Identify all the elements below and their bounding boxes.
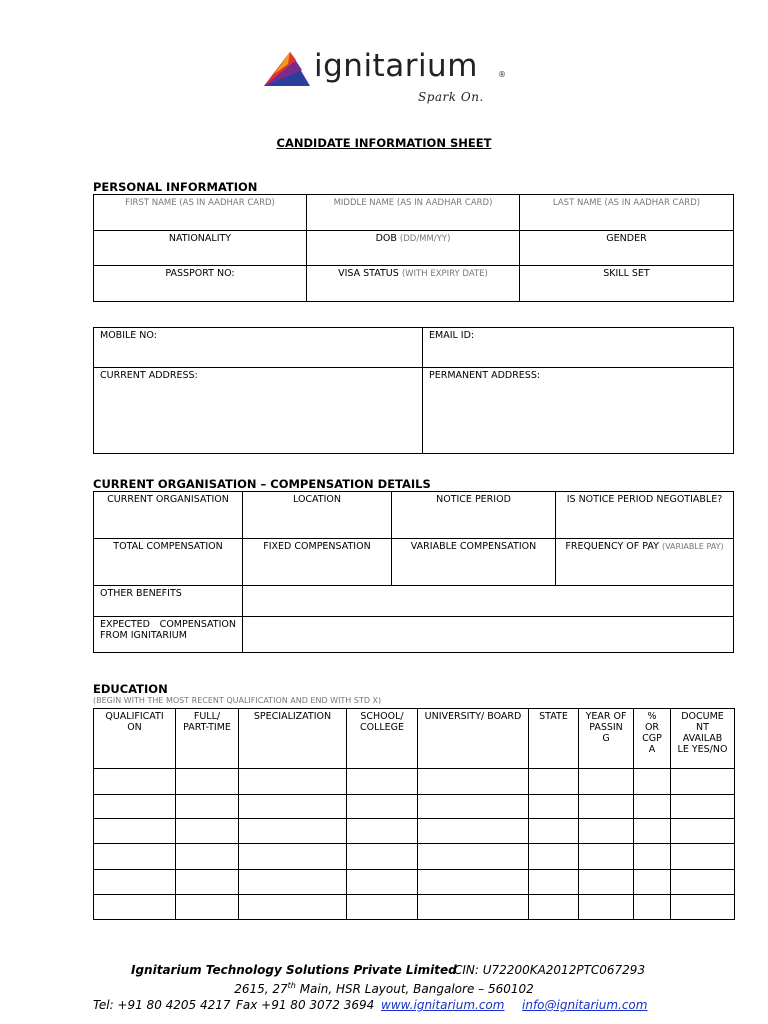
education-cell[interactable] (418, 769, 529, 795)
education-cell[interactable] (347, 895, 418, 920)
education-cell[interactable] (529, 769, 579, 795)
flame-icon (262, 52, 312, 92)
current-address-field[interactable]: CURRENT ADDRESS: (94, 368, 423, 454)
education-cell[interactable] (579, 895, 634, 920)
notice-period-field[interactable]: NOTICE PERIOD (392, 492, 556, 539)
education-cell[interactable] (579, 819, 634, 844)
visa-status-field[interactable]: VISA STATUS (WITH EXPIRY DATE) (307, 266, 520, 302)
education-row (94, 819, 735, 844)
education-cell[interactable] (176, 895, 239, 920)
compensation-table (93, 491, 734, 653)
education-subheading: (BEGIN WITH THE MOST RECENT QUALIFICATION AND END WITH STD X) (93, 696, 382, 705)
education-cell[interactable] (418, 844, 529, 870)
education-cell[interactable] (418, 870, 529, 895)
footer-address: 2615, 27th Main, HSR Layout, Bangalore – 560102 (234, 981, 534, 996)
footer-website-link[interactable]: www.ignitarium.com (381, 998, 505, 1012)
education-cell[interactable] (634, 769, 671, 795)
education-heading: EDUCATION (93, 682, 168, 696)
current-org-field[interactable]: CURRENT ORGANISATION (94, 492, 243, 539)
notice-negotiable-field[interactable]: IS NOTICE PERIOD NEGOTIABLE? (556, 492, 734, 539)
last-name-field[interactable]: LAST NAME (AS IN AADHAR CARD) (520, 195, 734, 231)
education-row (94, 795, 735, 819)
education-cell[interactable] (176, 870, 239, 895)
document-title: CANDIDATE INFORMATION SHEET (276, 136, 492, 150)
education-cell[interactable] (418, 895, 529, 920)
education-cell[interactable] (94, 769, 176, 795)
col-full-part-time: FULL/ PART-TIME (176, 709, 239, 769)
education-cell[interactable] (579, 769, 634, 795)
passport-field[interactable]: PASSPORT NO: (94, 266, 307, 302)
education-cell[interactable] (239, 795, 347, 819)
middle-name-field[interactable]: MIDDLE NAME (AS IN AADHAR CARD) (307, 195, 520, 231)
variable-compensation-field[interactable]: VARIABLE COMPENSATION (392, 539, 556, 586)
education-cell[interactable] (671, 895, 735, 920)
education-cell[interactable] (529, 795, 579, 819)
col-university-board: UNIVERSITY/ BOARD (418, 709, 529, 769)
education-row (94, 870, 735, 895)
education-cell[interactable] (634, 819, 671, 844)
education-cell[interactable] (94, 870, 176, 895)
logo-tagline: Spark On. (418, 90, 484, 104)
footer-email-link[interactable]: info@ignitarium.com (522, 998, 648, 1012)
education-row (94, 769, 735, 795)
education-cell[interactable] (671, 819, 735, 844)
education-cell[interactable] (239, 819, 347, 844)
education-cell[interactable] (347, 870, 418, 895)
education-cell[interactable] (671, 795, 735, 819)
col-state: STATE (529, 709, 579, 769)
education-table (93, 708, 735, 920)
expected-compensation-label: EXPECTED COMPENSATION FROM IGNITARIUM (94, 617, 243, 653)
education-cell[interactable] (347, 844, 418, 870)
contact-table (93, 327, 734, 454)
dob-field[interactable]: DOB (DD/MM/YY) (307, 231, 520, 266)
location-field[interactable]: LOCATION (243, 492, 392, 539)
registered-mark: ® (498, 70, 506, 79)
education-cell[interactable] (529, 870, 579, 895)
col-qualification: QUALIFICATI ON (94, 709, 176, 769)
other-benefits-input[interactable] (243, 586, 734, 617)
education-cell[interactable] (94, 819, 176, 844)
education-cell[interactable] (176, 795, 239, 819)
footer-company: Ignitarium Technology Solutions Private Limited (131, 963, 457, 977)
education-cell[interactable] (671, 769, 735, 795)
company-logo (262, 48, 512, 108)
col-year-of-passing: YEAR OF PASSIN G (579, 709, 634, 769)
gender-field[interactable]: GENDER (520, 231, 734, 266)
education-cell[interactable] (94, 844, 176, 870)
education-cell[interactable] (529, 819, 579, 844)
education-cell[interactable] (634, 795, 671, 819)
education-cell[interactable] (347, 795, 418, 819)
education-cell[interactable] (347, 769, 418, 795)
skill-set-field[interactable]: SKILL SET (520, 266, 734, 302)
education-cell[interactable] (176, 819, 239, 844)
education-cell[interactable] (671, 844, 735, 870)
permanent-address-field[interactable]: PERMANENT ADDRESS: (423, 368, 734, 454)
education-cell[interactable] (418, 795, 529, 819)
other-benefits-label: OTHER BENEFITS (94, 586, 243, 617)
expected-compensation-input[interactable] (243, 617, 734, 653)
fixed-compensation-field[interactable]: FIXED COMPENSATION (243, 539, 392, 586)
education-cell[interactable] (579, 870, 634, 895)
education-cell[interactable] (239, 895, 347, 920)
education-cell[interactable] (94, 795, 176, 819)
email-field[interactable]: EMAIL ID: (423, 328, 734, 368)
col-school-college: SCHOOL/ COLLEGE (347, 709, 418, 769)
education-cell[interactable] (671, 870, 735, 895)
col-specialization: SPECIALIZATION (239, 709, 347, 769)
education-cell[interactable] (239, 870, 347, 895)
education-cell[interactable] (239, 844, 347, 870)
first-name-field[interactable]: FIRST NAME (AS IN AADHAR CARD) (94, 195, 307, 231)
education-cell[interactable] (176, 769, 239, 795)
footer-cin: CIN: U72200KA2012PTC067293 (454, 963, 646, 977)
education-cell[interactable] (176, 844, 239, 870)
personal-info-heading: PERSONAL INFORMATION (93, 180, 258, 194)
education-cell[interactable] (579, 795, 634, 819)
logo-wordmark: ignitarium (314, 48, 478, 84)
education-cell[interactable] (579, 844, 634, 870)
col-percent-cgpa: % OR CGP A (634, 709, 671, 769)
mobile-field[interactable]: MOBILE NO: (94, 328, 423, 368)
personal-info-table (93, 194, 734, 302)
education-cell[interactable] (529, 895, 579, 920)
compensation-heading: CURRENT ORGANISATION – COMPENSATION DETAILS (93, 477, 431, 491)
education-cell[interactable] (634, 844, 671, 870)
education-row (94, 895, 735, 920)
total-compensation-field[interactable]: TOTAL COMPENSATION (94, 539, 243, 586)
education-cell[interactable] (634, 870, 671, 895)
education-cell[interactable] (418, 819, 529, 844)
education-cell[interactable] (347, 819, 418, 844)
footer-fax: Fax +91 80 3072 3694 (236, 998, 375, 1012)
education-cell[interactable] (634, 895, 671, 920)
pay-frequency-field[interactable]: FREQUENCY OF PAY (VARIABLE PAY) (556, 539, 734, 586)
education-row (94, 844, 735, 870)
col-document-available: DOCUME NT AVAILAB LE YES/NO (671, 709, 735, 769)
education-cell[interactable] (529, 844, 579, 870)
education-cell[interactable] (239, 769, 347, 795)
nationality-field[interactable]: NATIONALITY (94, 231, 307, 266)
education-cell[interactable] (94, 895, 176, 920)
footer-tel: Tel: +91 80 4205 4217 (93, 998, 231, 1012)
